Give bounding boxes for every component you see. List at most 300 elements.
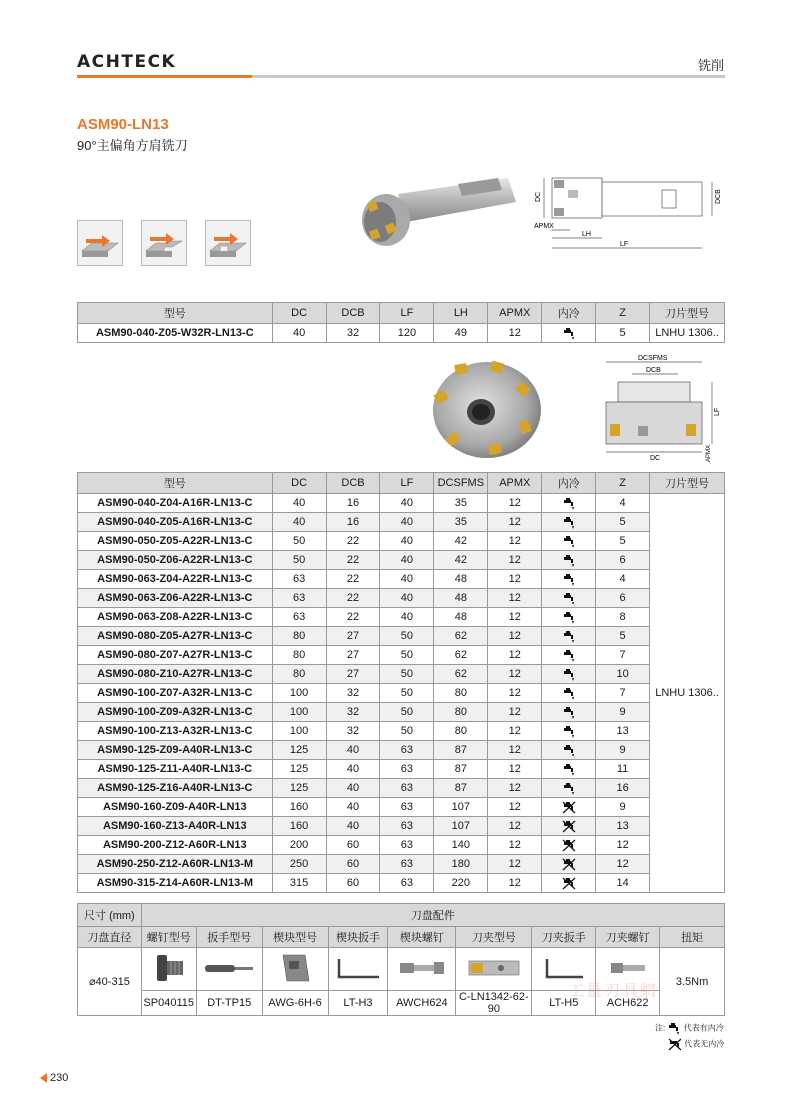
apmx-cell: 12 <box>488 798 542 817</box>
coolant-icon <box>562 725 576 738</box>
lf-cell: 50 <box>380 646 434 665</box>
dc-cell: 125 <box>272 779 326 798</box>
apmx-cell: 12 <box>488 324 542 343</box>
model-cell: ASM90-080-Z10-A27R-LN13-C <box>78 665 273 684</box>
section-title: 铣削 <box>697 58 724 73</box>
dcsfms-cell: 62 <box>434 627 488 646</box>
table-row <box>78 836 725 855</box>
table-row <box>78 855 725 874</box>
dcsfms-cell: 42 <box>434 551 488 570</box>
dc-cell: 160 <box>272 798 326 817</box>
coolant-icon <box>562 497 576 510</box>
coolant-cell <box>542 646 596 665</box>
coolant-icon <box>562 668 576 681</box>
apmx-cell: 12 <box>488 855 542 874</box>
column-header: DCB <box>326 303 380 324</box>
dcb-cell: 27 <box>326 665 380 684</box>
dcb-cell: 22 <box>326 608 380 627</box>
column-header: LH <box>434 303 488 324</box>
dcsfms-cell: 80 <box>434 684 488 703</box>
lf-cell: 40 <box>380 570 434 589</box>
coolant-icon <box>667 1022 681 1035</box>
lf-cell: 50 <box>380 665 434 684</box>
column-header: DCSFMS <box>434 473 488 494</box>
column-header: DC <box>272 473 326 494</box>
dcsfms-cell: 48 <box>434 570 488 589</box>
column-header: 刀片型号 <box>650 303 725 324</box>
lf-cell: 63 <box>380 779 434 798</box>
z-cell: 12 <box>596 836 650 855</box>
lf-cell: 63 <box>380 760 434 779</box>
coolant-icon <box>562 763 576 776</box>
z-cell: 9 <box>596 741 650 760</box>
note-with-coolant-text: 代表有内冷 <box>683 1023 724 1033</box>
size-header: 尺寸 (mm) <box>78 904 142 927</box>
dcb-cell: 32 <box>326 703 380 722</box>
coolant-cell <box>542 570 596 589</box>
column-header: APMX <box>488 303 542 324</box>
z-cell: 9 <box>596 798 650 817</box>
lf-cell: 63 <box>380 798 434 817</box>
dcb-cell: 32 <box>326 324 380 343</box>
lf-cell: 50 <box>380 722 434 741</box>
dcsfms-cell: 48 <box>434 589 488 608</box>
accessory-part-number: AWG-6H-6 <box>262 991 328 1016</box>
page-number: 230 <box>50 1072 69 1084</box>
screw-image <box>141 948 196 991</box>
table-row <box>78 646 725 665</box>
coolant-icon <box>562 706 576 719</box>
accessory-part-number: SP040115 <box>141 991 196 1016</box>
dc-cell: 100 <box>272 703 326 722</box>
model-cell: ASM90-063-Z04-A22R-LN13-C <box>78 570 273 589</box>
no-coolant-icon <box>668 1038 682 1051</box>
dim-dcb-label-shell: DCB <box>646 367 661 374</box>
coolant-icon <box>562 630 576 643</box>
apmx-cell: 12 <box>488 760 542 779</box>
dcb-cell: 22 <box>326 551 380 570</box>
lf-cell: 40 <box>380 551 434 570</box>
column-header: Z <box>596 303 650 324</box>
dc-cell: 40 <box>272 494 326 513</box>
brand-logo: ACHTECK <box>77 52 177 72</box>
z-cell: 14 <box>596 874 650 893</box>
accessory-column-header: 刀夹螺钉 <box>596 927 660 948</box>
lf-cell: 63 <box>380 836 434 855</box>
dcb-cell: 40 <box>326 817 380 836</box>
coolant-icon <box>562 782 576 795</box>
apmx-cell: 12 <box>488 551 542 570</box>
column-header: 内冷 <box>542 473 596 494</box>
model-cell: ASM90-063-Z06-A22R-LN13-C <box>78 589 273 608</box>
note-without-coolant-text: 代表无内冷 <box>684 1039 725 1049</box>
no-coolant-icon <box>562 858 576 871</box>
apmx-cell: 12 <box>488 646 542 665</box>
coolant-cell <box>542 608 596 627</box>
apmx-cell: 12 <box>488 836 542 855</box>
coolant-cell <box>542 760 596 779</box>
table-row <box>78 324 725 343</box>
dcsfms-cell: 107 <box>434 798 488 817</box>
dcsfms-cell: 87 <box>434 779 488 798</box>
table-row <box>78 494 725 513</box>
lf-cell: 63 <box>380 741 434 760</box>
coolant-cell <box>542 779 596 798</box>
table-row <box>78 589 725 608</box>
table-row <box>78 570 725 589</box>
dc-cell: 100 <box>272 684 326 703</box>
coolant-cell <box>542 494 596 513</box>
model-cell: ASM90-125-Z16-A40R-LN13-C <box>78 779 273 798</box>
dcb-cell: 40 <box>326 760 380 779</box>
accessory-column-header: 扳手型号 <box>196 927 262 948</box>
apmx-cell: 12 <box>488 817 542 836</box>
no-coolant-icon <box>562 820 576 833</box>
column-header: 内冷 <box>542 303 596 324</box>
model-cell: ASM90-040-Z04-A16R-LN13-C <box>78 494 273 513</box>
dcsfms-cell: 87 <box>434 741 488 760</box>
model-cell: ASM90-050-Z06-A22R-LN13-C <box>78 551 273 570</box>
dc-cell: 100 <box>272 722 326 741</box>
cartridge-image <box>456 948 532 991</box>
dcsfms-cell: 35 <box>434 513 488 532</box>
dc-cell: 200 <box>272 836 326 855</box>
model-cell: ASM90-050-Z05-A22R-LN13-C <box>78 532 273 551</box>
z-cell: 6 <box>596 589 650 608</box>
coolant-cell <box>542 551 596 570</box>
column-header: DC <box>272 303 326 324</box>
dcb-cell: 27 <box>326 646 380 665</box>
accessory-column-header: 楔块螺钉 <box>388 927 456 948</box>
column-header: APMX <box>488 473 542 494</box>
model-cell: ASM90-100-Z13-A32R-LN13-C <box>78 722 273 741</box>
lf-cell: 63 <box>380 817 434 836</box>
accessory-part-number: AWCH624 <box>388 991 456 1016</box>
shell-cutter-photo <box>425 352 545 462</box>
product-name: 90°主偏角方肩铣刀 <box>77 138 188 153</box>
lf-cell: 40 <box>380 532 434 551</box>
column-header: 型号 <box>78 303 273 324</box>
no-coolant-icon <box>562 839 576 852</box>
z-cell: 6 <box>596 551 650 570</box>
dcsfms-cell: 80 <box>434 703 488 722</box>
column-header: LF <box>380 303 434 324</box>
dc-cell: 125 <box>272 760 326 779</box>
z-cell: 16 <box>596 779 650 798</box>
dcb-cell: 40 <box>326 798 380 817</box>
dcb-cell: 27 <box>326 627 380 646</box>
dcsfms-cell: 140 <box>434 836 488 855</box>
table-row <box>78 817 725 836</box>
dim-dc-label: DC <box>535 191 542 202</box>
lf-cell: 63 <box>380 855 434 874</box>
z-cell: 5 <box>596 532 650 551</box>
model-cell: ASM90-125-Z11-A40R-LN13-C <box>78 760 273 779</box>
application-shoulder-milling-icon <box>141 220 187 266</box>
accessories-group-header: 刀盘配件 <box>141 904 724 927</box>
table-row <box>78 703 725 722</box>
dcsfms-cell: 42 <box>434 532 488 551</box>
table-row <box>78 665 725 684</box>
watermark: 工量刃具網 <box>568 983 659 1000</box>
lf-cell: 120 <box>380 324 434 343</box>
wedge-image <box>262 948 328 991</box>
diameter-range: ⌀40-315 <box>78 948 142 1016</box>
dcsfms-cell: 80 <box>434 722 488 741</box>
dcb-cell: 22 <box>326 589 380 608</box>
accessories-column-row <box>78 927 725 948</box>
z-cell: 8 <box>596 608 650 627</box>
apmx-cell: 12 <box>488 494 542 513</box>
dim-dc-label-shell: DC <box>650 455 661 462</box>
z-cell: 4 <box>596 570 650 589</box>
shank-cutter-table <box>77 302 725 343</box>
table-row <box>78 627 725 646</box>
accessory-column-header: 楔块型号 <box>262 927 328 948</box>
accessory-part-number: LT-H5 <box>532 991 596 1016</box>
dc-cell: 40 <box>272 324 326 343</box>
apmx-cell: 12 <box>488 684 542 703</box>
model-cell: ASM90-040-Z05-W32R-LN13-C <box>78 324 273 343</box>
wedge-wrench-image <box>328 948 388 991</box>
accessory-column-header: 刀夹型号 <box>456 927 532 948</box>
column-header: DCB <box>326 473 380 494</box>
column-header: Z <box>596 473 650 494</box>
shell-cutter-table <box>77 472 725 893</box>
coolant-cell <box>542 836 596 855</box>
accessory-part-number: DT-TP15 <box>196 991 262 1016</box>
apmx-cell: 12 <box>488 627 542 646</box>
insert-cell: LNHU 1306.. <box>650 494 725 893</box>
z-cell: 4 <box>596 494 650 513</box>
apmx-cell: 12 <box>488 741 542 760</box>
dcsfms-cell: 48 <box>434 608 488 627</box>
dim-apmx-label-shell: APMX <box>706 444 712 462</box>
lf-cell: 40 <box>380 608 434 627</box>
accessory-column-header: 螺钉型号 <box>141 927 196 948</box>
model-cell: ASM90-200-Z12-A60R-LN13 <box>78 836 273 855</box>
application-face-milling-icon <box>77 220 123 266</box>
accessory-column-header: 楔块扳手 <box>328 927 388 948</box>
z-cell: 9 <box>596 703 650 722</box>
z-cell: 7 <box>596 684 650 703</box>
table-row <box>78 551 725 570</box>
z-cell: 5 <box>596 324 650 343</box>
apmx-cell: 12 <box>488 532 542 551</box>
dcb-cell: 40 <box>326 779 380 798</box>
coolant-cell <box>542 627 596 646</box>
dcb-cell: 60 <box>326 855 380 874</box>
model-cell: ASM90-100-Z07-A32R-LN13-C <box>78 684 273 703</box>
dim-dcsfms-label: DCSFMS <box>638 355 668 362</box>
apmx-cell: 12 <box>488 874 542 893</box>
z-cell: 13 <box>596 817 650 836</box>
coolant-cell <box>542 703 596 722</box>
coolant-icon <box>562 611 576 624</box>
model-cell: ASM90-063-Z08-A22R-LN13-C <box>78 608 273 627</box>
no-coolant-icon <box>562 801 576 814</box>
model-cell: ASM90-125-Z09-A40R-LN13-C <box>78 741 273 760</box>
lf-cell: 40 <box>380 513 434 532</box>
coolant-icon <box>562 535 576 548</box>
coolant-cell <box>542 665 596 684</box>
coolant-icon <box>562 327 576 340</box>
dcsfms-cell: 62 <box>434 665 488 684</box>
shank-cutter-photo <box>358 172 518 250</box>
dcb-cell: 40 <box>326 741 380 760</box>
lf-cell: 40 <box>380 494 434 513</box>
dc-cell: 50 <box>272 551 326 570</box>
dcb-cell: 32 <box>326 684 380 703</box>
wrench-image <box>196 948 262 991</box>
lh-cell: 49 <box>434 324 488 343</box>
table-header-row <box>78 473 725 494</box>
application-slot-milling-icon <box>205 220 251 266</box>
dim-lf-label: LF <box>620 241 629 248</box>
coolant-icon <box>562 687 576 700</box>
note-with-coolant <box>655 1022 724 1035</box>
dcb-cell: 60 <box>326 874 380 893</box>
z-cell: 13 <box>596 722 650 741</box>
accessory-column-header: 刀盘直径 <box>78 927 142 948</box>
coolant-cell <box>542 855 596 874</box>
model-cell: ASM90-080-Z05-A27R-LN13-C <box>78 627 273 646</box>
product-code: ASM90-LN13 <box>77 116 169 133</box>
coolant-cell <box>542 684 596 703</box>
apmx-cell: 12 <box>488 608 542 627</box>
page-marker-icon <box>40 1073 47 1083</box>
dc-cell: 80 <box>272 665 326 684</box>
dc-cell: 63 <box>272 589 326 608</box>
dc-cell: 40 <box>272 513 326 532</box>
shank-cutter-drawing <box>530 168 730 260</box>
model-cell: ASM90-080-Z07-A27R-LN13-C <box>78 646 273 665</box>
dcb-cell: 22 <box>326 532 380 551</box>
dc-cell: 80 <box>272 646 326 665</box>
lf-cell: 63 <box>380 874 434 893</box>
insert-cell: LNHU 1306.. <box>650 324 725 343</box>
coolant-cell <box>542 741 596 760</box>
coolant-icon <box>562 554 576 567</box>
accessory-column-header: 刀夹扳手 <box>532 927 596 948</box>
dim-lf-label-shell: LF <box>714 407 721 416</box>
dc-cell: 160 <box>272 817 326 836</box>
dcb-cell: 22 <box>326 570 380 589</box>
table-row <box>78 608 725 627</box>
coolant-icon <box>562 573 576 586</box>
dc-cell: 125 <box>272 741 326 760</box>
coolant-cell <box>542 513 596 532</box>
coolant-icon <box>562 516 576 529</box>
note-without-coolant <box>668 1038 724 1051</box>
apmx-cell: 12 <box>488 665 542 684</box>
dc-cell: 80 <box>272 627 326 646</box>
column-header: 刀片型号 <box>650 473 725 494</box>
lf-cell: 50 <box>380 684 434 703</box>
coolant-cell <box>542 798 596 817</box>
coolant-cell <box>542 532 596 551</box>
apmx-cell: 12 <box>488 570 542 589</box>
apmx-cell: 12 <box>488 722 542 741</box>
coolant-icon <box>562 592 576 605</box>
table-row <box>78 684 725 703</box>
coolant-icon <box>562 649 576 662</box>
column-header: 型号 <box>78 473 273 494</box>
table-row <box>78 722 725 741</box>
accessory-part-number: LT-H3 <box>328 991 388 1016</box>
no-coolant-icon <box>562 877 576 890</box>
coolant-cell <box>542 589 596 608</box>
model-cell: ASM90-160-Z09-A40R-LN13 <box>78 798 273 817</box>
apmx-cell: 12 <box>488 513 542 532</box>
accessory-column-header: 扭矩 <box>660 927 725 948</box>
dcsfms-cell: 180 <box>434 855 488 874</box>
wedge-screw-image <box>388 948 456 991</box>
z-cell: 12 <box>596 855 650 874</box>
dcsfms-cell: 220 <box>434 874 488 893</box>
table-row <box>78 741 725 760</box>
z-cell: 7 <box>596 646 650 665</box>
apmx-cell: 12 <box>488 589 542 608</box>
coolant-cell <box>542 874 596 893</box>
dcsfms-cell: 35 <box>434 494 488 513</box>
dc-cell: 250 <box>272 855 326 874</box>
dcb-cell: 16 <box>326 513 380 532</box>
dcsfms-cell: 107 <box>434 817 488 836</box>
lf-cell: 40 <box>380 589 434 608</box>
apmx-cell: 12 <box>488 779 542 798</box>
dc-cell: 63 <box>272 608 326 627</box>
column-header: LF <box>380 473 434 494</box>
apmx-cell: 12 <box>488 703 542 722</box>
dc-cell: 63 <box>272 570 326 589</box>
dc-cell: 315 <box>272 874 326 893</box>
dcb-cell: 32 <box>326 722 380 741</box>
model-cell: ASM90-160-Z13-A40R-LN13 <box>78 817 273 836</box>
z-cell: 5 <box>596 627 650 646</box>
lf-cell: 50 <box>380 703 434 722</box>
table-header-row <box>78 303 725 324</box>
model-cell: ASM90-315-Z14-A60R-LN13-M <box>78 874 273 893</box>
model-cell: ASM90-100-Z09-A32R-LN13-C <box>78 703 273 722</box>
accessory-part-number: ACH622 <box>596 991 660 1016</box>
table-row <box>78 779 725 798</box>
table-row <box>78 874 725 893</box>
coolant-cell <box>542 324 596 343</box>
table-row <box>78 798 725 817</box>
shell-cutter-drawing <box>598 352 728 464</box>
table-row <box>78 760 725 779</box>
model-cell: ASM90-250-Z12-A60R-LN13-M <box>78 855 273 874</box>
z-cell: 10 <box>596 665 650 684</box>
coolant-cell <box>542 722 596 741</box>
torque-value: 3.5Nm <box>660 948 725 1016</box>
coolant-icon <box>562 744 576 757</box>
model-cell: ASM90-040-Z05-A16R-LN13-C <box>78 513 273 532</box>
dim-lh-label: LH <box>582 231 591 238</box>
dcsfms-cell: 62 <box>434 646 488 665</box>
dc-cell: 50 <box>272 532 326 551</box>
z-cell: 11 <box>596 760 650 779</box>
z-cell: 5 <box>596 513 650 532</box>
note-prefix: 注: <box>655 1023 666 1033</box>
lf-cell: 50 <box>380 627 434 646</box>
dim-apmx-label: APMX <box>534 223 554 230</box>
dim-dcb-label: DCB <box>715 189 722 204</box>
dcb-cell: 16 <box>326 494 380 513</box>
header-rule-accent <box>77 75 252 78</box>
table-row <box>78 532 725 551</box>
